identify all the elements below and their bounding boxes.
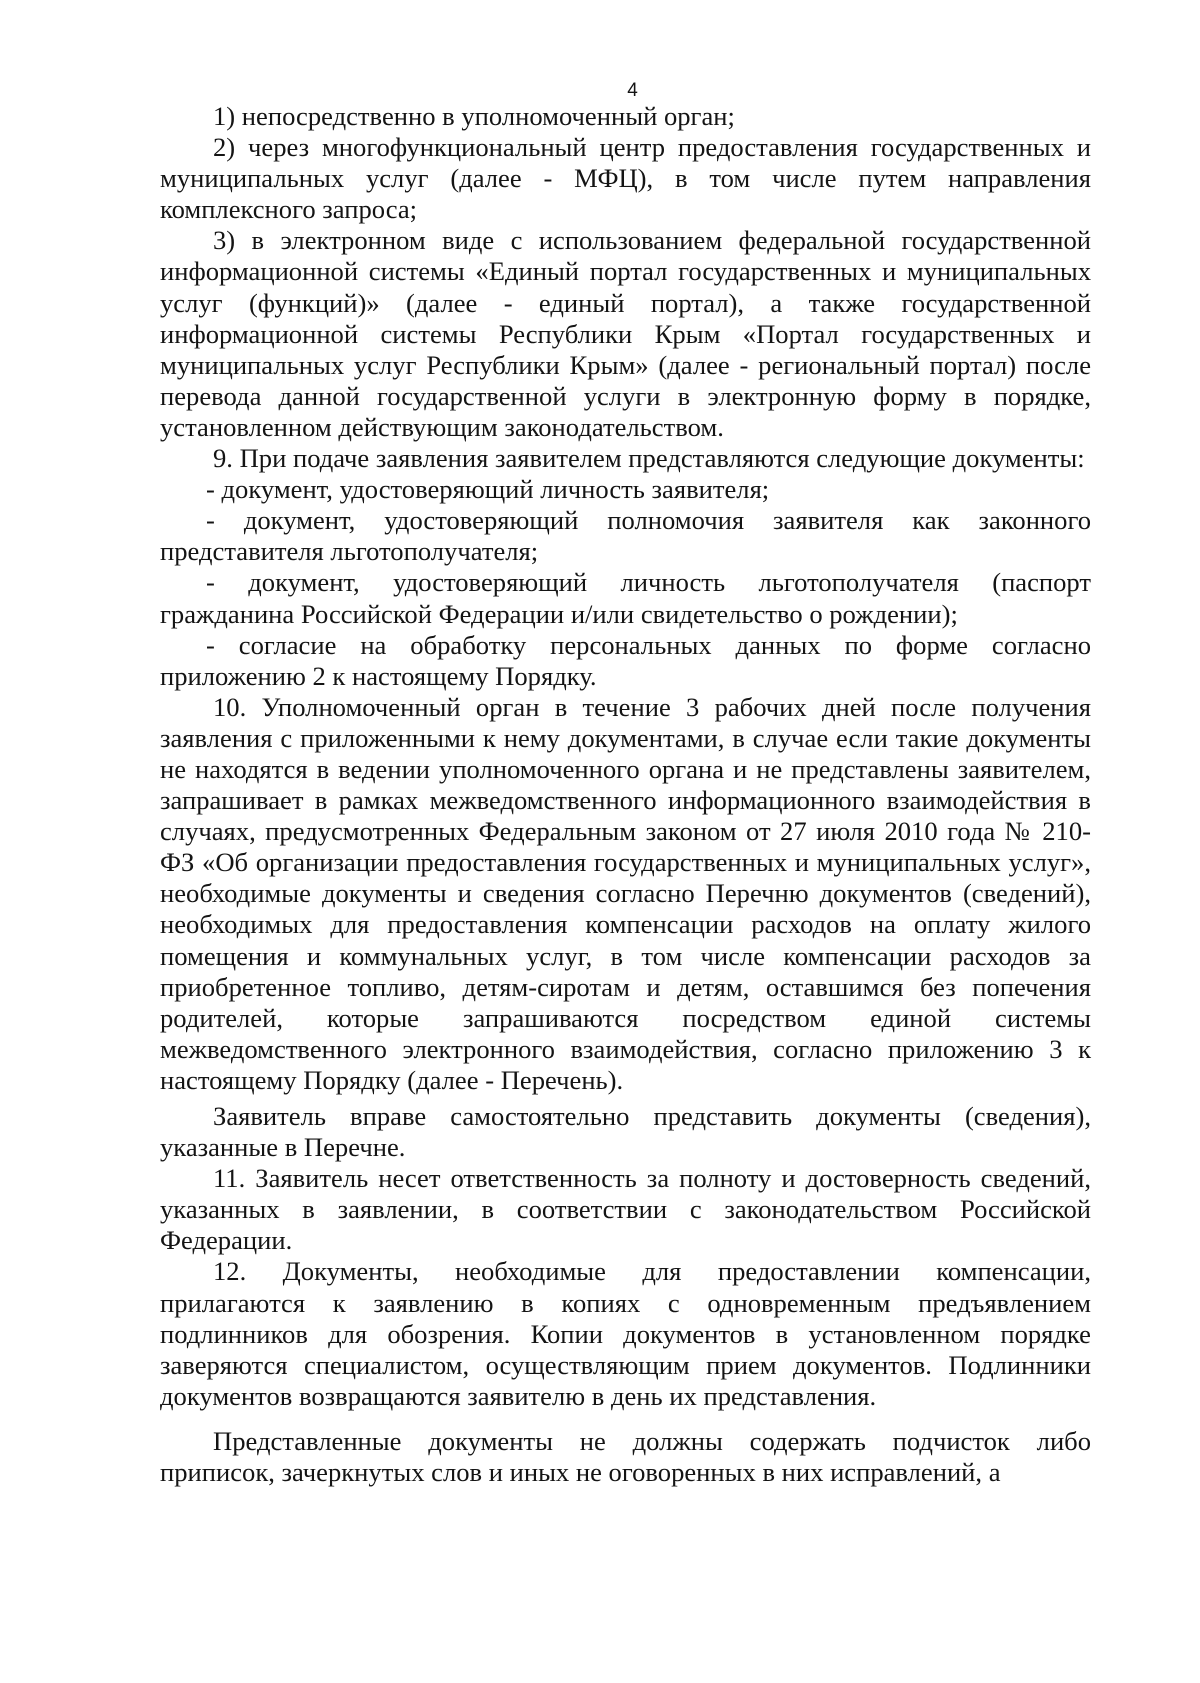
page-number: 4 <box>627 80 638 101</box>
paragraph-clause-11: 11. Заявитель несет ответственность за полноту и достоверность сведений, указанных в заявлении, в соответствии с законодательством Российской Федерации. <box>160 1163 1091 1256</box>
list-item-authority-document: - документ, удостоверяющий полномочия заявителя как законного представителя льготополучателя; <box>160 505 1091 567</box>
paragraph-item-3: 3) в электронном виде с использованием федеральной государственной информационной системы «Единый портал государственных и муниципальных услуг (функций)» (далее - единый портал), а также государственной информационной системы Республики Крым «Портал государственных и муниципальных услуг Республики Крым» (далее - региональный портал) после перевода данной государственной услуги в электронную форму в порядке, установленном действующим законодательством. <box>160 225 1091 442</box>
paragraph-clause-9: 9. При подаче заявления заявителем представляются следующие документы: <box>213 443 1085 474</box>
paragraph-document-requirements: Представленные документы не должны содержать подчисток либо приписок, зачеркнутых слов и иных не оговоренных в них исправлений, а <box>160 1425 1091 1488</box>
document-body <box>160 101 1091 1488</box>
paragraph-applicant-right: Заявитель вправе самостоятельно представить документы (сведения), указанные в Перечне. <box>160 1101 1091 1163</box>
list-item-beneficiary-identity: - документ, удостоверяющий личность льготополучателя (паспорт гражданина Российской Федерации и/или свидетельство о рождении); <box>160 567 1091 629</box>
list-item-data-consent: - согласие на обработку персональных данных по форме согласно приложению 2 к настоящему Порядку. <box>160 629 1091 691</box>
paragraph-clause-12: 12. Документы, необходимые для предоставлении компенсации, прилагаются к заявлению в копиях с одновременным предъявлением подлинников для обозрения. Копии документов в установленном порядке заверяются специалистом, осуществляющим прием документов. Подлинники документов возвращаются заявителю в день их представления. <box>160 1256 1091 1411</box>
list-item-identity-document: - документ, удостоверяющий личность заявителя; <box>206 474 770 505</box>
paragraph-clause-10: 10. Уполномоченный орган в течение 3 рабочих дней после получения заявления с приложенными к нему документами, в случае если такие документы не находятся в ведении уполномоченного органа и не представлены заявителем, запрашивает в рамках межведомственного информационного взаимодействия в случаях, предусмотренных Федеральным законом от 27 июля 2010 года № 210-ФЗ «Об организации предоставления государственных и муниципальных услуг», необходимые документы и сведения согласно Перечню документов (сведений), необходимых для предоставления компенсации расходов на оплату жилого помещения и коммунальных услуг, в том числе компенсации расходов за приобретенное топливо, детям-сиротам и детям, оставшимся без попечения родителей, которые запрашиваются посредством единой системы межведомственного электронного взаимодействия, согласно приложению 3 к настоящему Порядку (далее - Перечень). <box>160 691 1091 1095</box>
paragraph-item-1: 1) непосредственно в уполномоченный орган; <box>213 101 735 131</box>
paragraph-item-2: 2) через многофункциональный центр предоставления государственных и муниципальных услуг (далее - МФЦ), в том числе путем направления комплексного запроса; <box>160 132 1091 225</box>
